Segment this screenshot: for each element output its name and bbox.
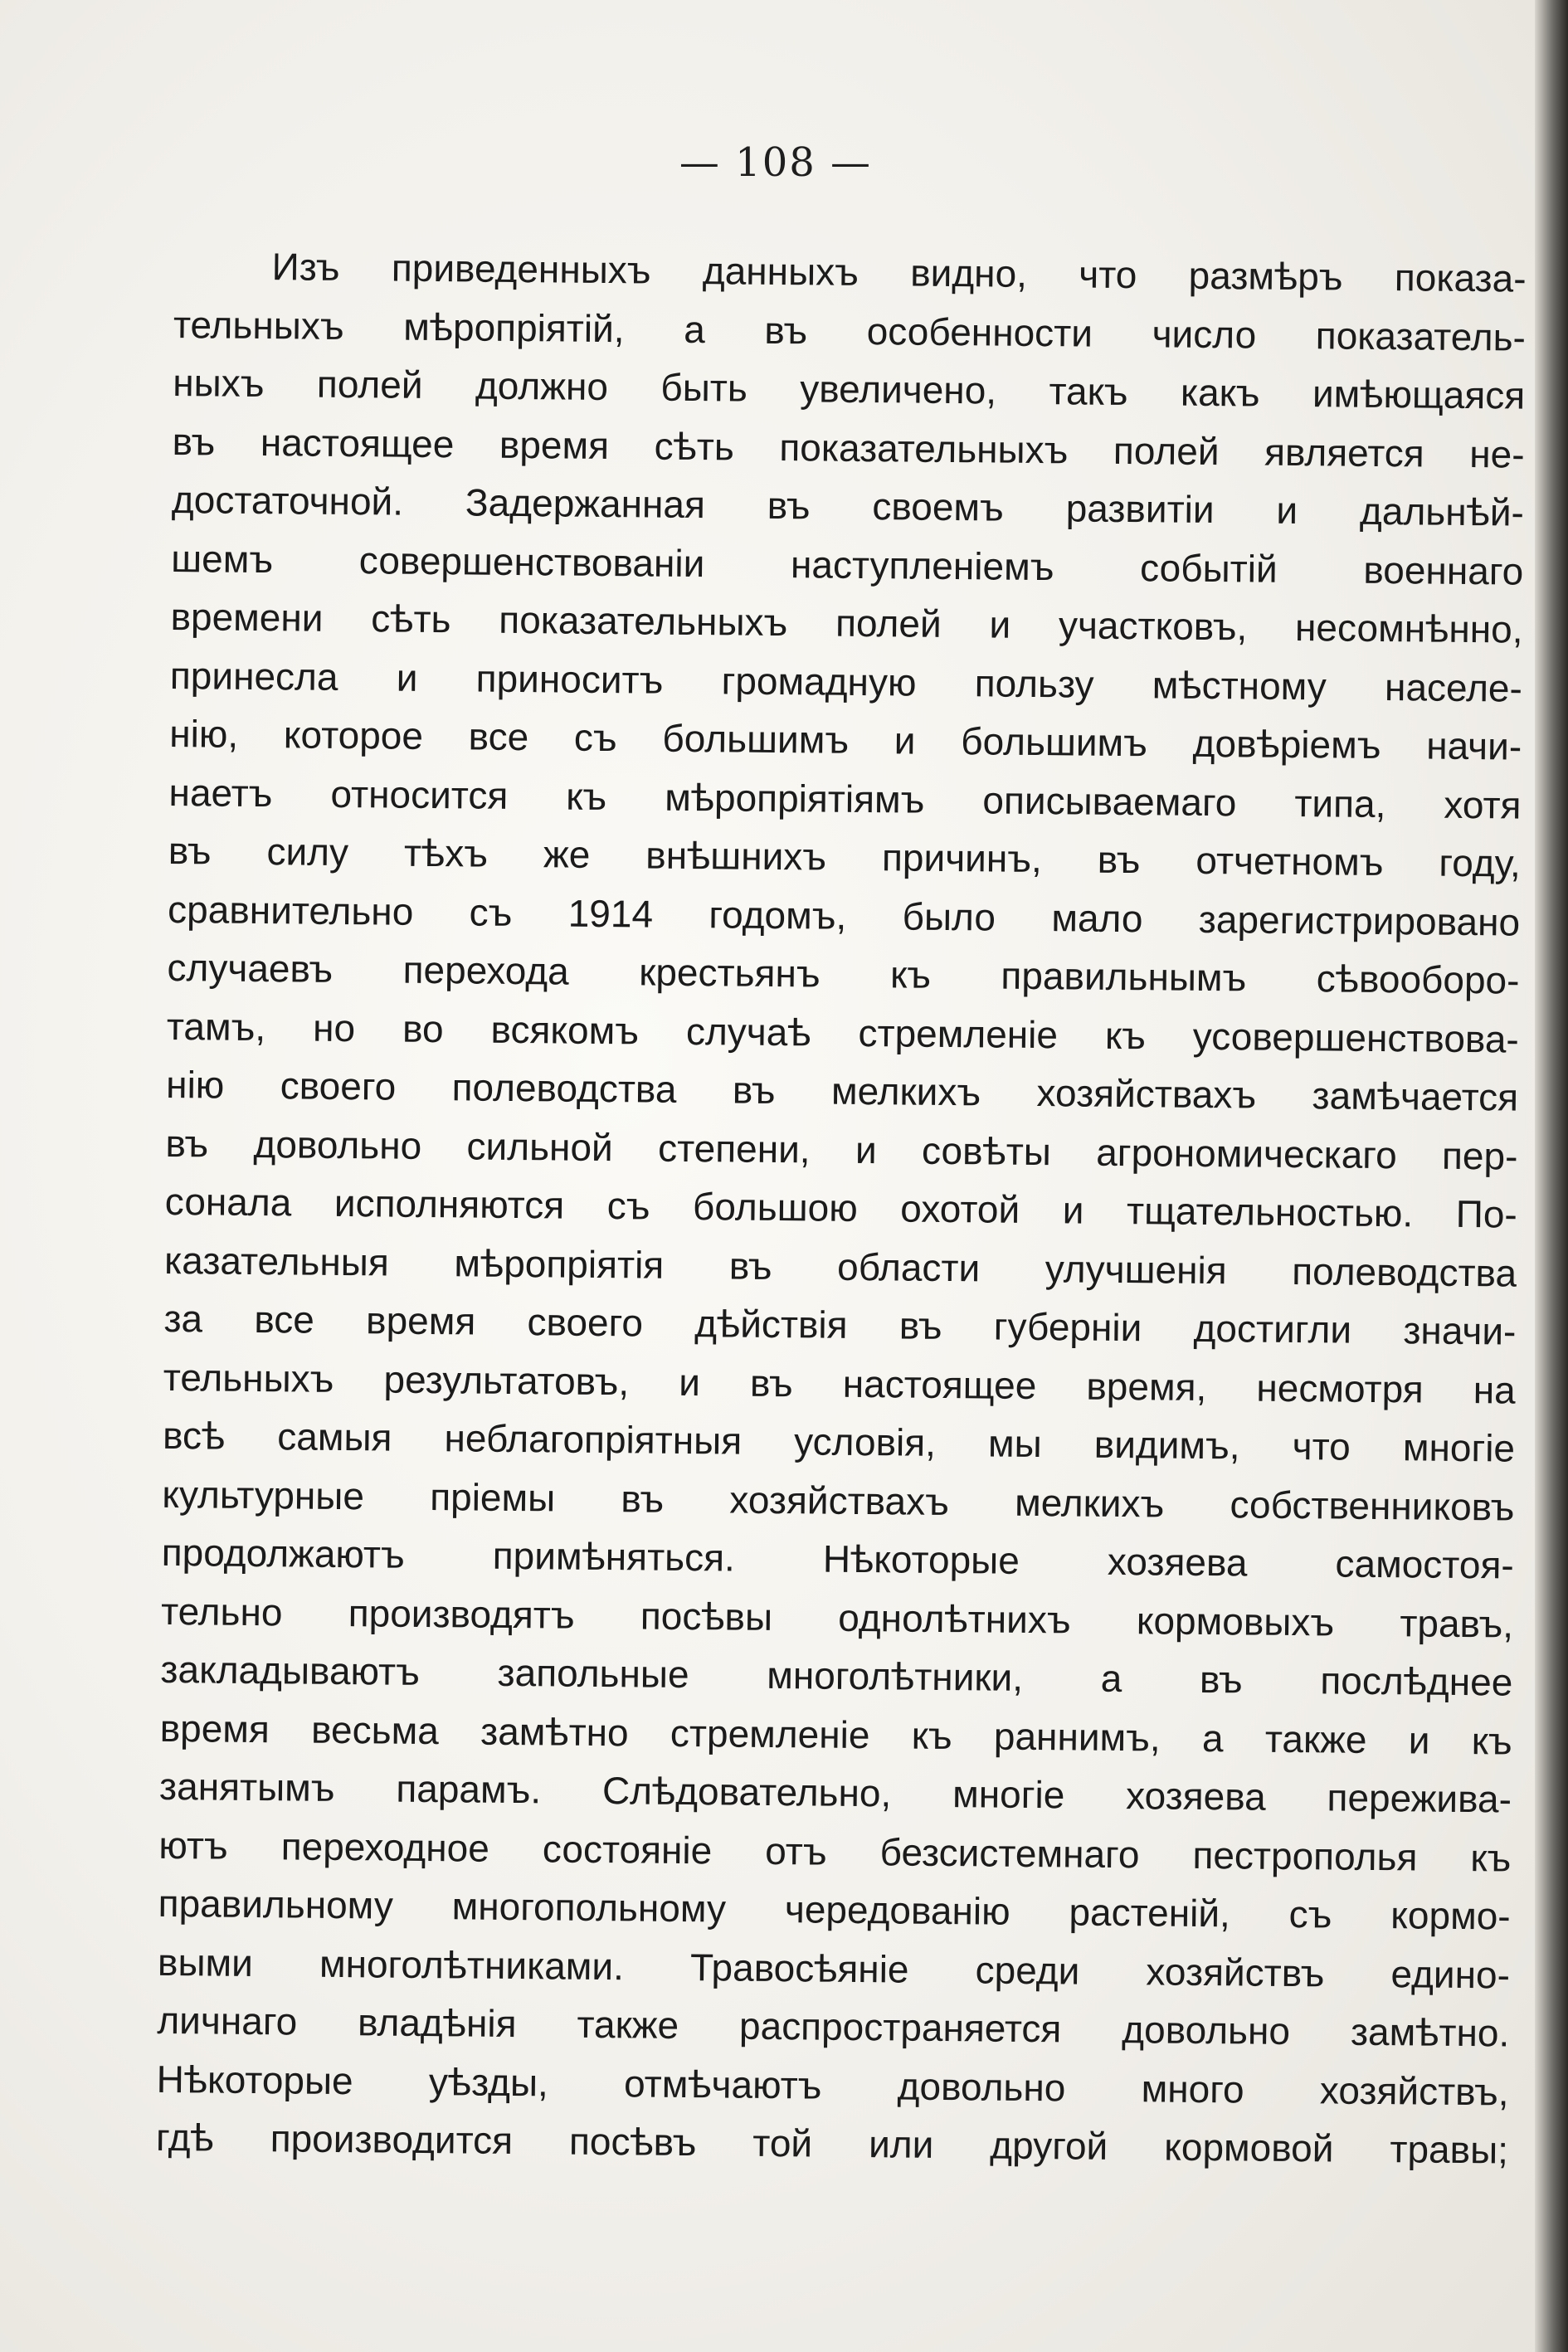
text-line-21: всѣ самыя неблагопріятныя условія, мы видимъ, что многіе [162, 1413, 1516, 1470]
text-line-20: тельныхъ результатовъ, и въ настоящее время, несмотря на [163, 1355, 1516, 1412]
text-line-19: за все время своего дѣйствія въ губерніи достигли значи- [163, 1296, 1517, 1353]
text-line-33: гдѣ производится посѣвъ той или другой кормовой травы; [155, 2115, 1509, 2172]
text-line-12: сравнительно съ 1914 годомъ, было мало зарегистрировано [167, 887, 1521, 944]
text-line-3: ныхъ полей должно быть увеличено, такъ какъ имѣющаяся [173, 360, 1526, 417]
text-line-8: принесла и приноситъ громадную пользу мѣстному населе- [169, 653, 1523, 710]
text-line-27: занятымъ парамъ. Слѣдовательно, многіе хозяева пережива- [158, 1764, 1512, 1821]
text-line-23: продолжаютъ примѣняться. Нѣкоторые хозяева самостоя- [161, 1530, 1514, 1587]
text-line-17: сонала исполняются съ большою охотой и тщательностью. По- [164, 1179, 1518, 1236]
text-line-15: нію своего полеводства въ мелкихъ хозяйствахъ замѣчается [165, 1062, 1519, 1119]
text-line-2: тельныхъ мѣропріятій, а въ особенности число показатель- [173, 302, 1527, 359]
page-number: — 108 — [679, 139, 873, 186]
text-line-9: нію, которое все съ большимъ и большимъ довѣріемъ начи- [169, 711, 1522, 768]
text-line-18: казательныя мѣропріятія въ области улучшенія полеводства [163, 1238, 1517, 1295]
text-line-30: выми многолѣтниками. Травосѣяніе среди хозяйствъ едино- [157, 1940, 1511, 1997]
page-gutter-shadow [1535, 0, 1568, 2352]
text-line-28: ютъ переходное состояніе отъ безсистемнаго пестрополья къ [158, 1823, 1512, 1880]
text-line-26: время весьма замѣтно стремленіе къ раннимъ, а также и къ [159, 1706, 1512, 1763]
text-line-4: въ настоящее время сѣть показательныхъ полей является не- [172, 419, 1525, 476]
text-line-32: Нѣкоторые уѣзды, отмѣчаютъ довольно много хозяйствъ, [156, 2057, 1509, 2114]
text-line-10: наетъ относится къ мѣропріятіямъ описываемаго типа, хотя [168, 770, 1522, 827]
body-text [156, 236, 1527, 2179]
text-line-24: тельно производятъ посѣвы однолѣтнихъ кормовыхъ травъ, [160, 1589, 1514, 1646]
text-line-29: правильному многопольному чередованію растеній, съ кормо- [158, 1881, 1511, 1938]
text-line-11: въ силу тѣхъ же внѣшнихъ причинъ, въ отчетномъ году, [168, 828, 1522, 885]
text-line-7: времени сѣть показательныхъ полей и участковъ, несомнѣнно, [170, 594, 1523, 651]
text-line-1: Изъ приведенныхъ данныхъ видно, что размѣръ показа- [271, 245, 1527, 300]
text-line-22: культурные пріемы въ хозяйствахъ мелкихъ собственниковъ [162, 1472, 1515, 1529]
text-line-14: тамъ, но во всякомъ случаѣ стремленіе къ усовершенствова- [166, 1004, 1520, 1061]
text-line-5: достаточной. Задержанная въ своемъ развитіи и дальнѣй- [171, 477, 1525, 534]
text-line-31: личнаго владѣнія также распространяется довольно замѣтно. [157, 1998, 1510, 2055]
text-line-25: закладываютъ запольные многолѣтники, а въ послѣднее [160, 1647, 1513, 1704]
text-line-16: въ довольно сильной степени, и совѣты агрономическаго пер- [165, 1121, 1518, 1178]
text-line-13: случаевъ перехода крестьянъ къ правильнымъ сѣвооборо- [167, 945, 1520, 1002]
text-line-6: шемъ совершенствованіи наступленіемъ событій военнаго [171, 536, 1524, 593]
